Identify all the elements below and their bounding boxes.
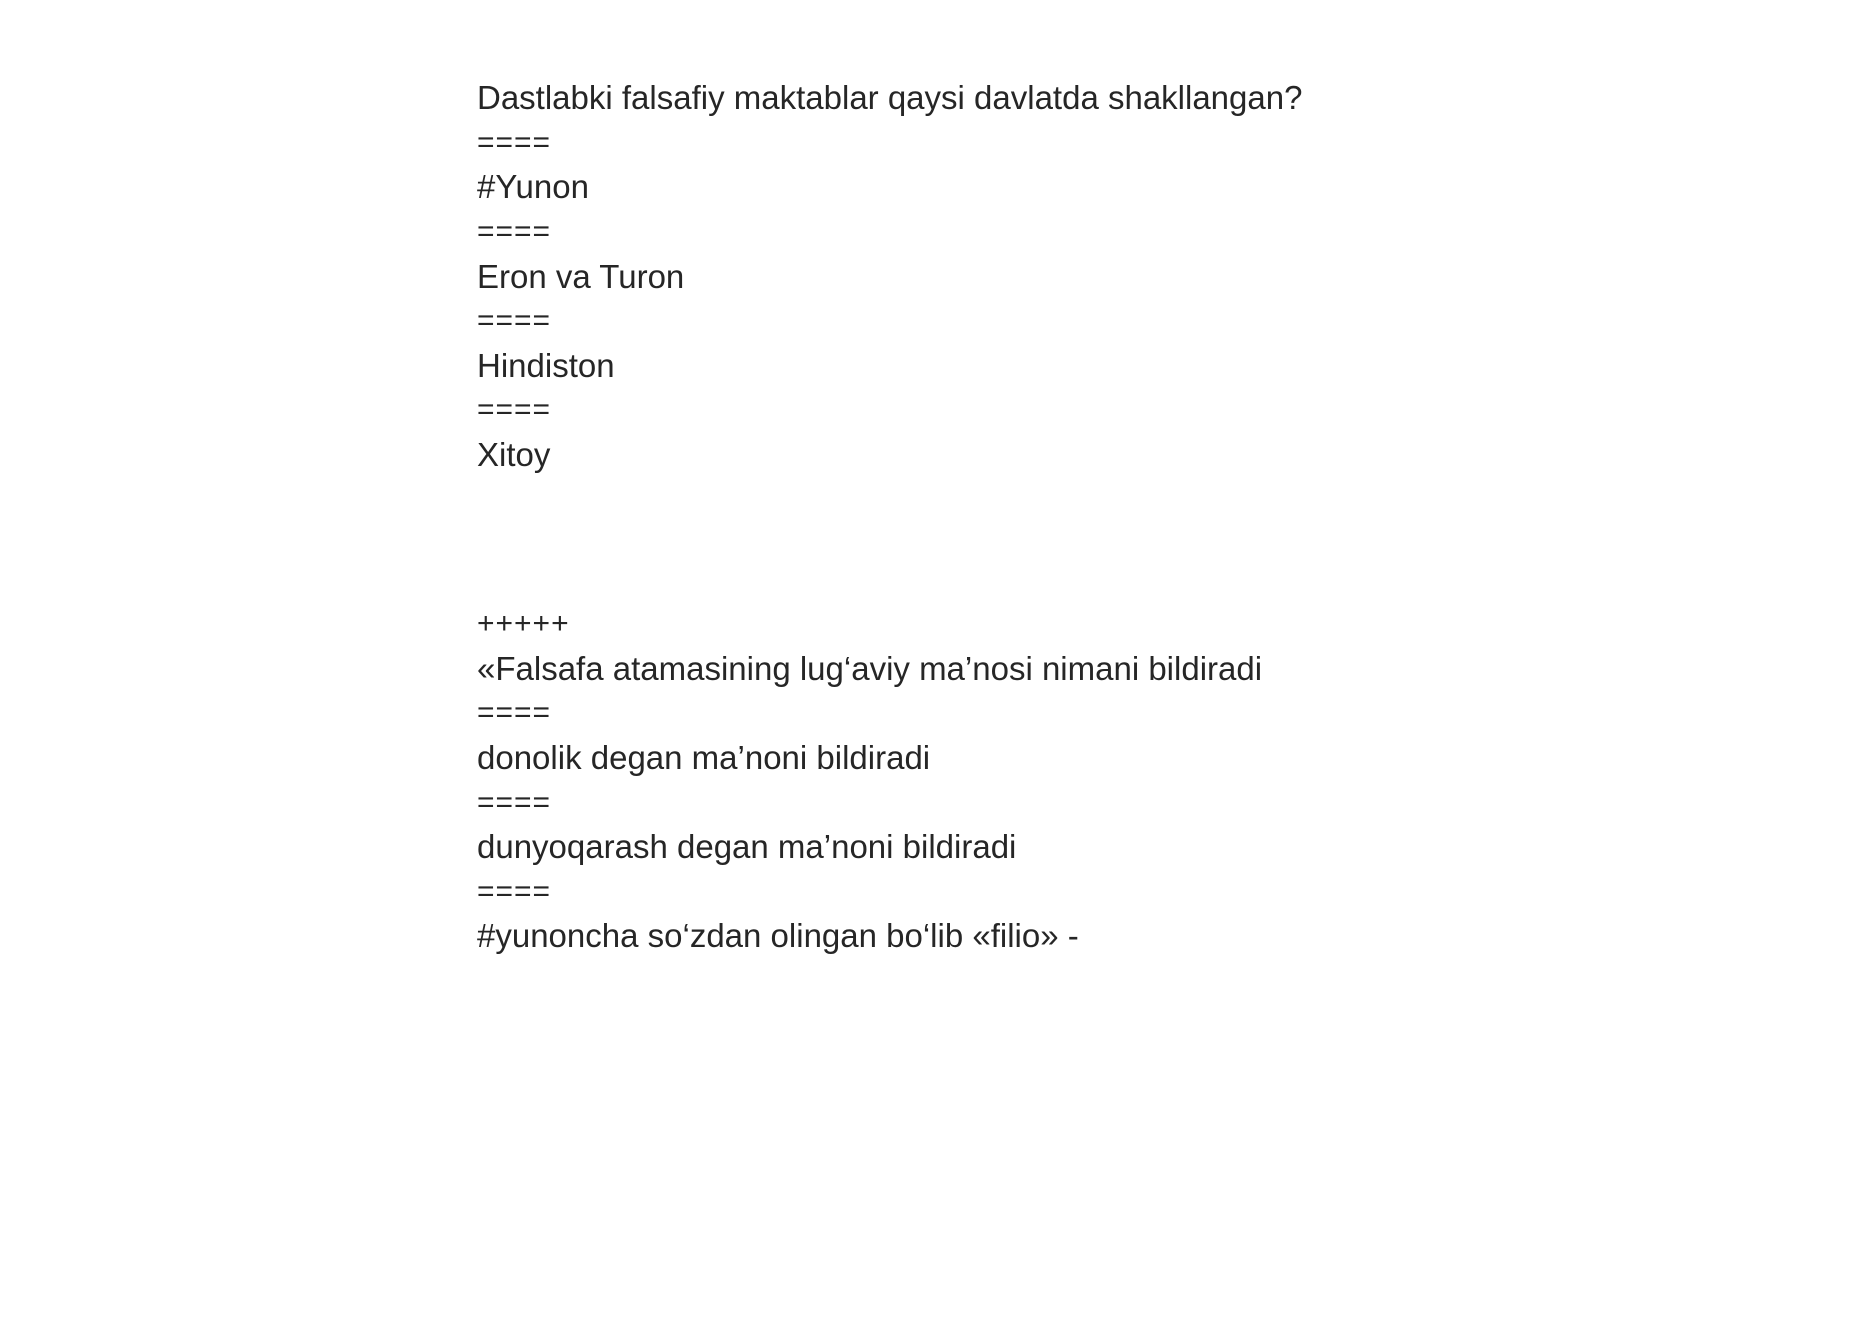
question-text: «Falsafa atamasining lug‘aviy ma’nosi nimani bildiradi: [477, 649, 1263, 687]
separator: ====: [477, 785, 552, 819]
answer-option: dunyoqarash degan ma’noni bildiradi: [477, 828, 1017, 866]
question-text: Dastlabki falsafiy maktablar qaysi davlatda shakllangan?: [477, 79, 1303, 116]
question-marker: +++++: [477, 607, 570, 640]
question-block-2: [477, 602, 1677, 959]
separator: ====: [477, 696, 552, 730]
answer-option: Hindiston: [477, 346, 615, 384]
answer-option: Eron va Turon: [477, 257, 685, 295]
separator: ====: [477, 304, 552, 338]
separator: ====: [477, 393, 552, 427]
question-block-1: [477, 76, 1677, 478]
separator: ====: [477, 874, 552, 908]
answer-option: donolik degan ma’noni bildiradi: [477, 738, 931, 776]
separator: ====: [477, 125, 552, 159]
separator: ====: [477, 214, 552, 248]
answer-option: #Yunon: [477, 168, 589, 206]
answer-option: Xitoy: [477, 436, 551, 474]
answer-option: #yunoncha so‘zdan olingan bo‘lib «filio» -: [477, 917, 1079, 955]
